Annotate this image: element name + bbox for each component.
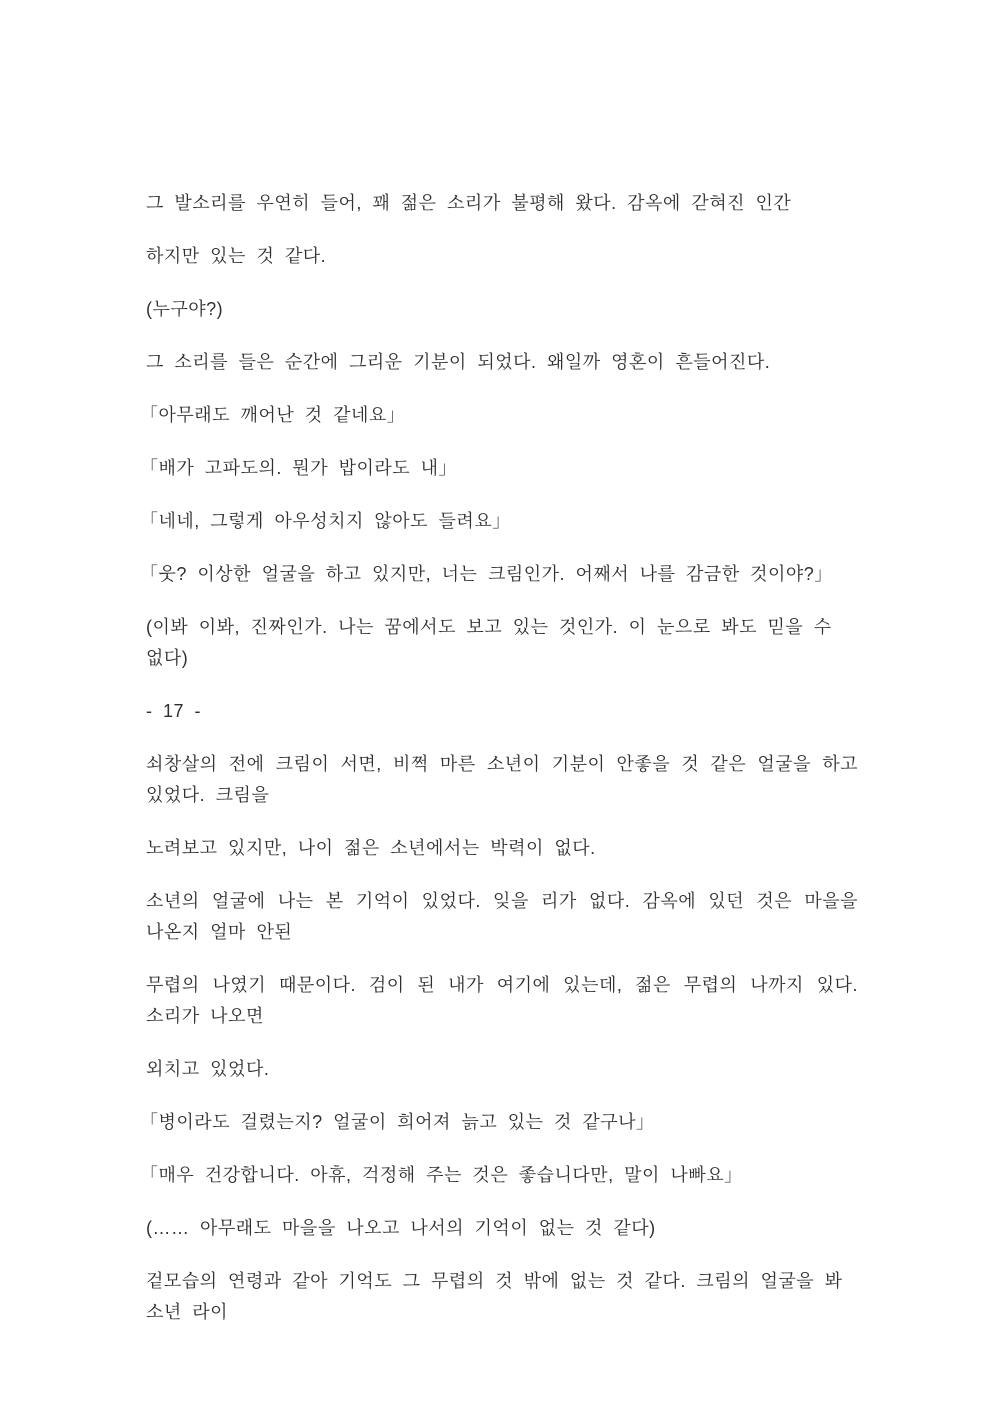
thought-line: (이봐 이봐, 진짜인가. 나는 꿈에서도 보고 있는 것인가. 이 눈으로 봐도 믿을 수 없다) bbox=[146, 617, 832, 668]
narration-line: 하지만 있는 것 같다. bbox=[146, 246, 327, 266]
narration-line: 그 소리를 들은 순간에 그리운 기분이 되었다. 왜일까 영혼이 흔들어진다. bbox=[146, 352, 771, 372]
dialogue-line: 「매우 건강합니다. 아휴, 걱정해 주는 것은 좋습니다만, 말이 나빠요」 bbox=[140, 1165, 743, 1185]
narration-line: 노려보고 있지만, 나이 젊은 소년에서는 박력이 없다. bbox=[146, 838, 596, 858]
narration-line: 겉모습의 연령과 같아 기억도 그 무렵의 것 밖에 없는 것 같다. 크림의 얼굴을 봐 소년 라이 bbox=[146, 1271, 843, 1322]
page-number: - 17 - bbox=[146, 701, 202, 721]
dialogue-line: 「웃? 이상한 얼굴을 하고 있지만, 너는 크림인가. 어째서 나를 감금한 것이야?」 bbox=[140, 564, 833, 584]
narration-line: 소년의 얼굴에 나는 본 기억이 있었다. 잊을 리가 없다. 감옥에 있던 것은 마을을 나온지 얼마 안된 bbox=[146, 891, 858, 942]
dialogue-line: 「병이라도 걸렸는지? 얼굴이 희어져 늙고 있는 것 같구나」 bbox=[140, 1112, 655, 1132]
thought-line: (누구야?) bbox=[146, 299, 224, 319]
narration-line: 무렵의 나였기 때문이다. 검이 된 내가 여기에 있는데, 젊은 무렵의 나까지 있다. 소리가 나오면 bbox=[146, 975, 858, 1026]
narration-line: 그 발소리를 우연히 들어, 꽤 젊은 소리가 불평해 왔다. 감옥에 갇혀진 인간 bbox=[146, 193, 792, 213]
thought-line: (…… 아무래도 마을을 나오고 나서의 기억이 없는 것 같다) bbox=[146, 1218, 656, 1238]
dialogue-line: 「아무래도 깨어난 것 같네요」 bbox=[140, 405, 406, 425]
narration-line: 쇠창살의 전에 크림이 서면, 비쩍 마른 소년이 기분이 안좋을 것 같은 얼굴을 하고 있었다. 크림을 bbox=[146, 754, 858, 805]
narration-line: 외치고 있었다. bbox=[146, 1059, 270, 1079]
dialogue-line: 「네네, 그렇게 아우성치지 않아도 들려요」 bbox=[140, 511, 511, 531]
dialogue-line: 「배가 고파도의. 뭔가 밥이라도 내」 bbox=[140, 458, 458, 478]
